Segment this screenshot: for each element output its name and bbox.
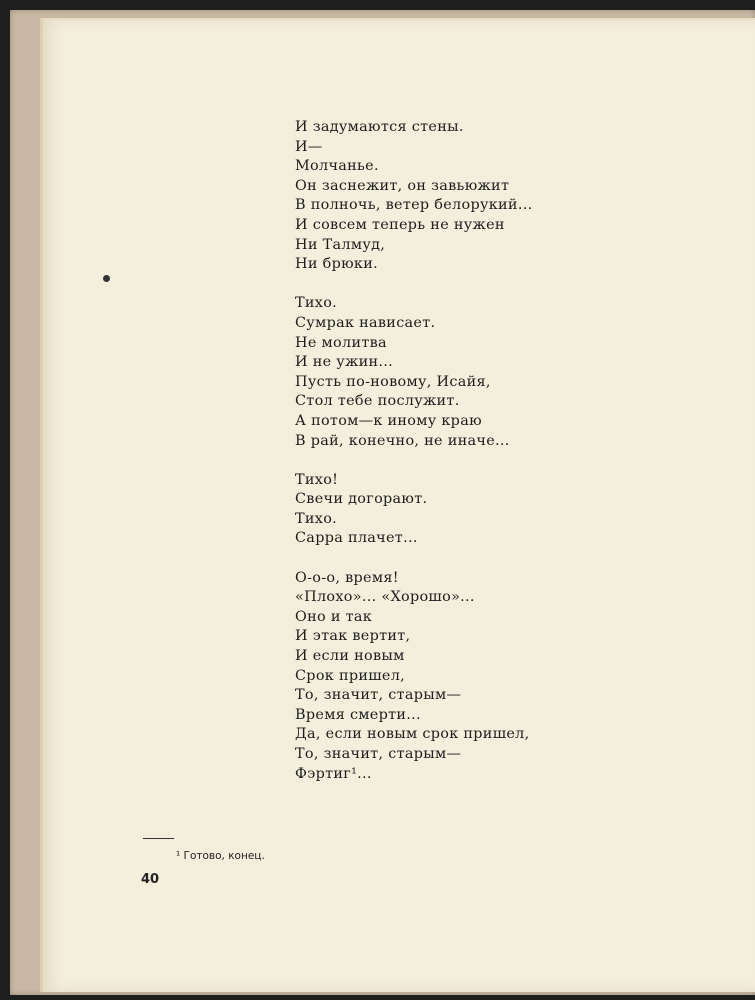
poem-line: Сарра плачет... xyxy=(295,530,418,547)
poem-line: Ни Талмуд, xyxy=(295,236,386,253)
poem-line: Срок пришел, xyxy=(295,667,406,684)
poem-line: Сумрак нависает. xyxy=(295,314,436,331)
page-number: 40 xyxy=(141,872,160,887)
poem-line: И задумаются стены. xyxy=(295,119,464,135)
poem-line: Тихо! xyxy=(295,471,339,488)
poem-line: Оно и так xyxy=(295,608,373,625)
poem-line: Не молитва xyxy=(295,334,387,351)
poem-line: Время смерти... xyxy=(295,706,421,723)
poem-line: Пусть по-новому, Исайя, xyxy=(295,373,491,390)
poem-line: А потом—к иному краю xyxy=(295,412,482,429)
footnote: ¹ Готово, конец. xyxy=(176,850,265,862)
poem-line: Ни брюки. xyxy=(295,256,378,273)
poem-line: Он заснежит, он завьюжит xyxy=(295,177,510,194)
poem-line: То, значит, старым— xyxy=(295,746,462,762)
poem-line: Свечи догорают. xyxy=(295,491,428,508)
poem-line: В рай, конечно, не иначе... xyxy=(295,432,510,449)
stanza-1 xyxy=(295,118,532,275)
poem-line: Тихо. xyxy=(295,510,338,527)
poem-line: Фэртиг¹... xyxy=(295,765,372,782)
poem-text xyxy=(295,118,532,804)
poem-line: И если новым xyxy=(295,648,405,665)
poem-line: Стол тебе послужит. xyxy=(295,393,460,410)
poem-line: И этак вертит, xyxy=(295,628,411,645)
footnote-rule xyxy=(143,838,174,839)
stanza-2 xyxy=(295,294,532,451)
stanza-4 xyxy=(295,569,532,785)
poem-line: Молчанье. xyxy=(295,158,379,175)
poem-line: И не ужин... xyxy=(295,354,394,371)
poem-line: Тихо. xyxy=(295,295,338,312)
poem-line: О-о-о, время! xyxy=(295,569,399,586)
poem-line: В полночь, ветер белорукий... xyxy=(295,197,533,214)
poem-line: И совсем теперь не нужен xyxy=(295,216,505,233)
ink-spot xyxy=(103,275,110,282)
poem-line: То, значит, старым— xyxy=(295,687,462,704)
poem-line: И— xyxy=(295,138,323,155)
poem-line: «Плохо»... «Хорошо»... xyxy=(295,589,475,606)
poem-line: Да, если новым срок пришел, xyxy=(295,726,530,743)
stanza-3 xyxy=(295,471,532,549)
